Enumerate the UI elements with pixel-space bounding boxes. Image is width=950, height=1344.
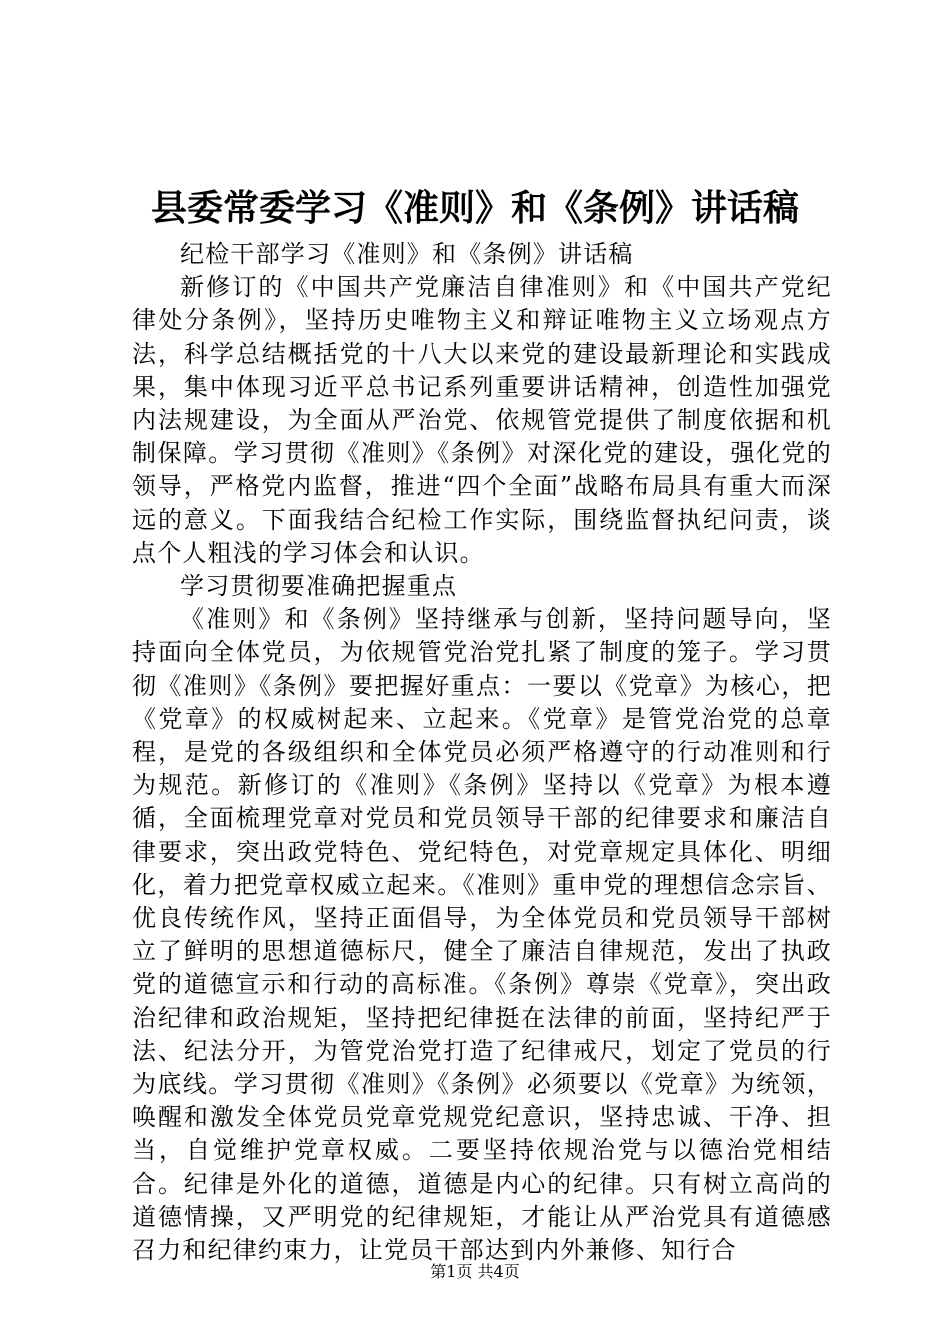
body-paragraph: 《准则》和《条例》坚持继承与创新，坚持问题导向，坚持面向全体党员，为依规管党治党扎紧了制度的笼子。学习贯彻《准则》《条例》要把握好重点：一要以《党章》为核心，把《党章》的权威树起来、立起来。《党章》是管党治党的总章程，是党的各级组织和全体党员必须严格遵守的行动准则和行为规范。新修订的《准则》《条例》坚持以《党章》为根本遵循，全面梳理党章对党员和党员领导干部的纪律要求和廉洁自律要求，突出政党特色、党纪特色，对党章规定具体化、明细化，着力把党章权威立起来。《准则》重申党的理想信念宗旨、优良传统作风，坚持正面倡导，为全体党员和党员领导干部树立了鲜明的思想道德标尺，健全了廉洁自律规范，发出了执政党的道德宣示和行动的高标准。《条例》尊崇《党章》，突出政治纪律和政治规矩，坚持把纪律挺在法律的前面，坚持纪严于法、纪法分开，为管党治党打造了纪律戒尺，划定了党员的行为底线。学习贯彻《准则》《条例》必须要以《党章》为统领，唤醒和激发全体党员党章党规党纪意识，坚持忠诚、干净、担当，自觉维护党章权威。二要坚持依规治党与以德治党相结合。纪律是外化的道德，道德是内心的纪律。只有树立高尚的道德情操，又严明党的纪律规矩，才能让从严治党具有道德感召力和纪律约束力，让党员干部达到内外兼修、知行合 [132, 605, 832, 1265]
page-number-footer: 第1页 共4页 [430, 1262, 520, 1281]
body-paragraph: 纪检干部学习《准则》和《条例》讲话稿 [180, 240, 634, 268]
document-body [132, 238, 832, 1267]
body-paragraph: 新修订的《中国共产党廉洁自律准则》和《中国共产党纪律处分条例》，坚持历史唯物主义和辩证唯物主义立场观点方法，科学总结概括党的十八大以来党的建设最新理论和实践成果，集中体现习近平总书记系列重要讲话精神，创造性加强党内法规建设，为全面从严治党、依规管党提供了制度依据和机制保障。学习贯彻《准则》《条例》对深化党的建设，强化党的领导，严格党内监督，推进“四个全面”战略布局具有重大而深远的意义。下面我结合纪检工作实际，围绕监督执纪问责，谈点个人粗浅的学习体会和认识。 [132, 273, 832, 567]
document-title: 县委常委学习《准则》和《条例》讲话稿 [150, 187, 799, 229]
section-heading: 学习贯彻要准确把握重点 [180, 572, 458, 601]
